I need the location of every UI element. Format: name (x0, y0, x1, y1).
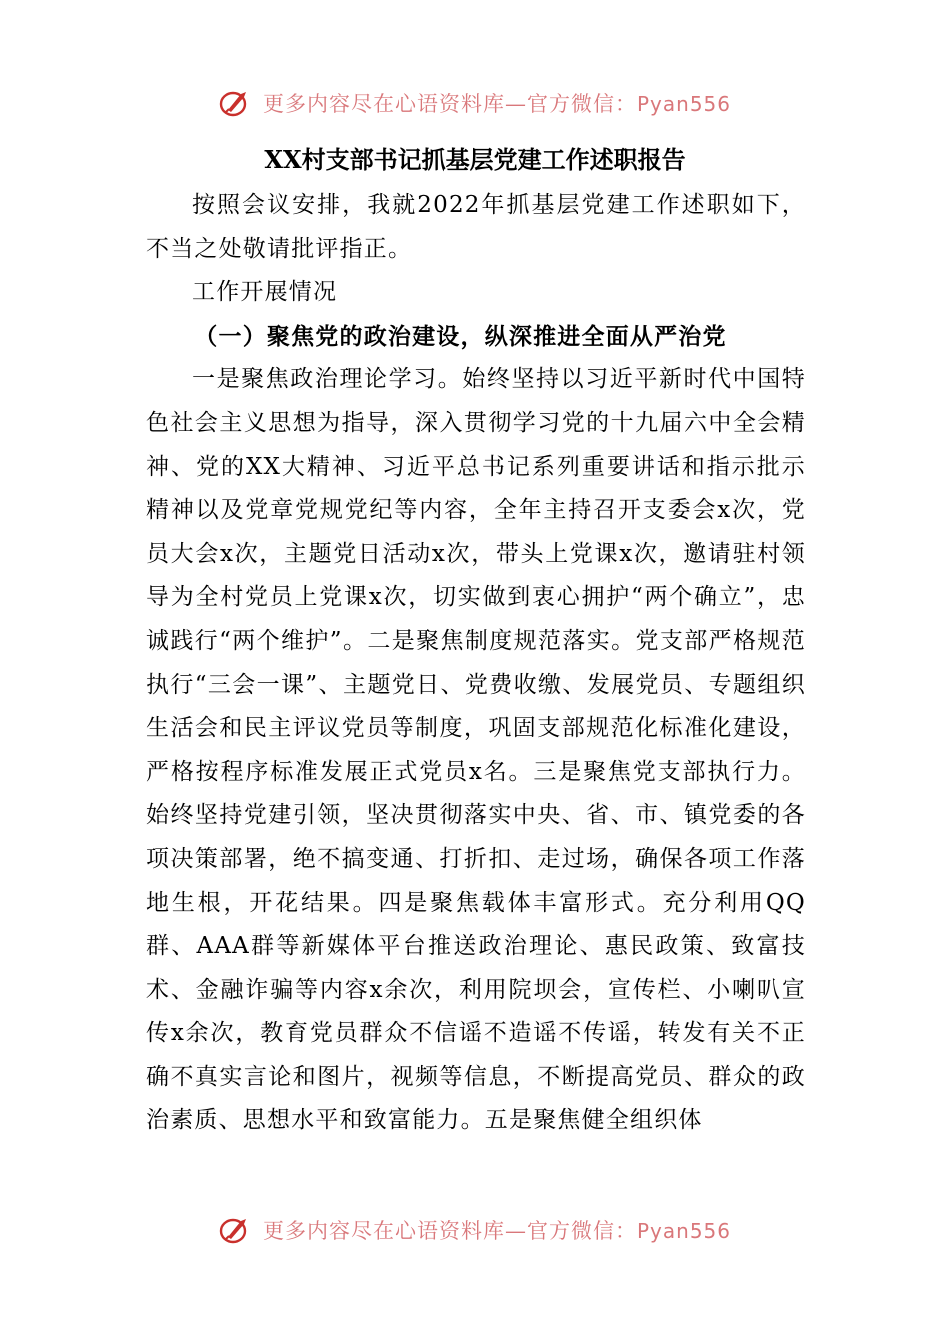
section-label: 工作开展情况 (192, 279, 338, 306)
watermark-text: 更多内容尽在心语资料库—官方微信：Pyan556 (262, 1219, 731, 1243)
pen-nib-logo-icon (219, 88, 253, 118)
footer-watermark (0, 1210, 950, 1250)
pen-nib-logo-icon (219, 1215, 253, 1245)
document-title: XX村支部书记抓基层党建工作述职报告 (264, 145, 686, 174)
header-watermark (0, 83, 950, 123)
section-subheading: （一）聚焦党的政治建设，纵深推进全面从严治党 (194, 322, 727, 350)
document-body (146, 184, 806, 1143)
body-paragraph: 一是聚焦政治理论学习。始终坚持以习近平新时代中国特色社会主义思想为指导，深入贯彻学习党的十九届六中全会精神、党的XX大精神、习近平总书记系列重要讲话和指示批示精神以及党章党规党纪等内容，全年主持召开支委会x次，党员大会x次，主题党日活动x次，带头上党课x次，邀请驻村领导为全村党员上党课x次，切实做到衷心拥护“两个确立”，忠诚践行“两个维护”。二是聚焦制度规范落实。党支部严格规范执行“三会一课”、主题党日、党费收缴、发展党员、专题组织生活会和民主评议党员等制度，巩固支部规范化标准化建设，严格按程序标准发展正式党员x名。三是聚焦党支部执行力。始终坚持党建引领，坚决贯彻落实中央、省、市、镇党委的各项决策部署，绝不搞变通、打折扣、走过场，确保各项工作落地生根，开花结果。四是聚焦载体丰富形式。充分利用QQ群、AAA群等新媒体平台推送政治理论、惠民政策、致富技术、金融诈骗等内容x余次，利用院坝会，宣传栏、小喇叭宣传x余次，教育党员群众不信谣不造谣不传谣，转发有关不正确不真实言论和图片，视频等信息，不断提高党员、群众的政治素质、思想水平和致富能力。五是聚焦健全组织体 (146, 366, 806, 1134)
watermark-text: 更多内容尽在心语资料库—官方微信：Pyan556 (262, 92, 731, 116)
intro-paragraph: 按照会议安排，我就2022年抓基层党建工作述职如下，不当之处敬请批评指正。 (146, 192, 806, 262)
